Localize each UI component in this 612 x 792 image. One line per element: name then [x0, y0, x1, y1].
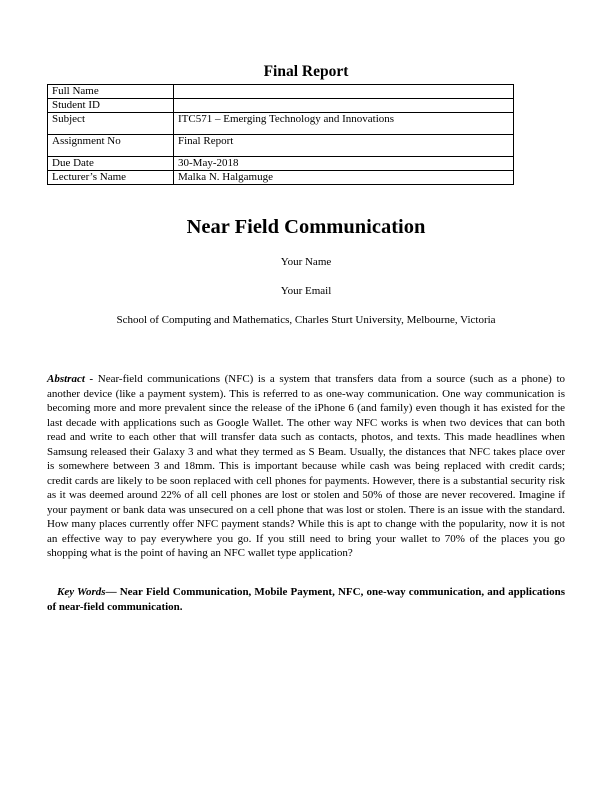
table-row — [48, 99, 514, 113]
due-date-value: 30-May-2018 — [174, 157, 514, 171]
subject-value: ITC571 – Emerging Technology and Innovations — [174, 113, 514, 135]
subject-label: Subject — [48, 113, 174, 135]
assignment-no-value: Final Report — [174, 135, 514, 157]
assignment-no-label: Assignment No — [48, 135, 174, 157]
abstract-paragraph — [47, 372, 565, 561]
keywords-paragraph — [47, 585, 565, 614]
table-row — [48, 113, 514, 135]
report-title: Final Report — [263, 63, 349, 80]
author-name: Your Name — [280, 256, 332, 268]
abstract-text: Near-field communications (NFC) is a system that transfers data from a source (such as a phone) to another device (like a payment system). This is referred to as one-way communication. One way communication is becoming more and more prevalent since the release of the iPhone 6 (and family) even though it has existed for the last decade with applications such as Google Wallet. The other way NFC works is when two devices that can both read and write to each other that will transfer data such as contacts, photos, and texts. This made headlines when Samsung released their Galaxy 3 and what they termed as S Beam. Usually, the distances that NFC takes place over is somewhere between 3 and 18mm. This is important because while cash was being replaced with credit cards; credit cards are likely to be soon replaced with cell phones for payments. However, there is a substantial security risk as it was deemed around 22% of all cell phones are lost or stolen and 50% of those are never recovered. Imagine if your payment or bank data was unsecured on a cell phone that was lost or stolen. There is an issue with the standard. How many places currently offer NFC payment stands? While this is apt to change with the popularity, now it is not an effective way to pay everywhere you go. If you still need to bring your wallet to 70% of the places you go shopping what is the point of having an NFC wallet type application? — [47, 373, 565, 559]
student-id-label: Student ID — [48, 99, 174, 113]
keywords-text: Near Field Communication, Mobile Payment, NFC, one-way communication, and applications of near-field communication. — [47, 586, 565, 613]
table-row — [48, 157, 514, 171]
author-affiliation: School of Computing and Mathematics, Charles Sturt University, Melbourne, Victoria — [116, 314, 496, 326]
full-name-value — [174, 85, 514, 99]
table-row — [48, 171, 514, 185]
student-id-value — [174, 99, 514, 113]
abstract-label: Abstract - — [47, 373, 94, 385]
table-row — [48, 85, 514, 99]
keywords-separator: — — [105, 586, 120, 598]
paper-title: Near Field Communication — [186, 216, 426, 238]
keywords-label: Key Words — [57, 586, 106, 598]
assignment-info-table — [47, 84, 514, 185]
author-email: Your Email — [280, 285, 332, 297]
lecturer-name-value: Malka N. Halgamuge — [174, 171, 514, 185]
table-row — [48, 135, 514, 157]
lecturer-name-label: Lecturer’s Name — [48, 171, 174, 185]
full-name-label: Full Name — [48, 85, 174, 99]
due-date-label: Due Date — [48, 157, 174, 171]
